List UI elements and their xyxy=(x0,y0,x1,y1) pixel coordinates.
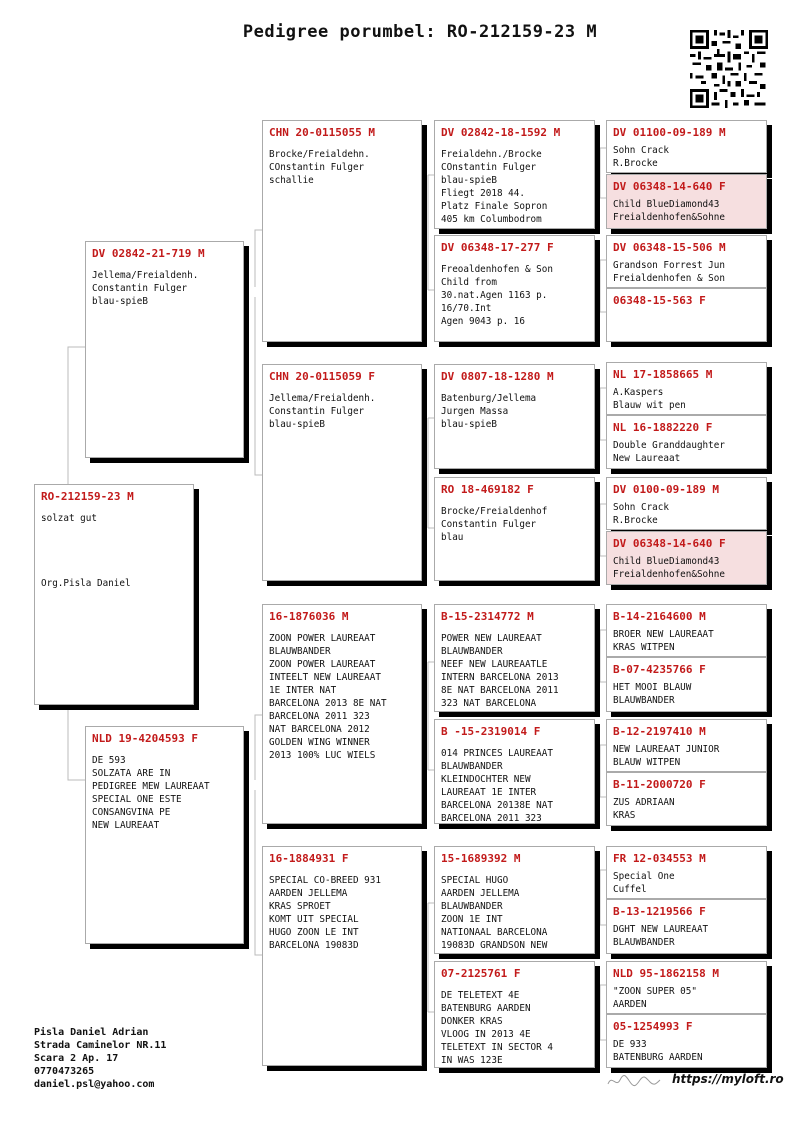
gen4-card xyxy=(606,120,767,173)
card-line: BROER NEW LAUREAAT xyxy=(613,629,714,640)
card-line: Freialdehn./Brocke xyxy=(441,149,542,160)
gen4-ring: 05-1254993 F xyxy=(613,1020,693,1033)
card-line: Platz Finale Sopron xyxy=(441,201,548,212)
card-line: 30.nat.Agen 1163 p. xyxy=(441,290,548,301)
card-line: "ZOON SUPER 05" xyxy=(613,986,697,997)
card-line: Jurgen Massa xyxy=(441,406,509,417)
card-line: Brocke/Freialdenhof xyxy=(441,506,548,517)
card-line: IN WAS 123E xyxy=(441,1055,503,1066)
card-line: BLAUWBANDER xyxy=(613,937,675,948)
grandparent-card xyxy=(262,364,422,581)
owner-email: daniel.psl@yahoo.com xyxy=(34,1079,155,1090)
card-line: ZOON POWER LAUREAAT xyxy=(269,659,376,670)
card-line: SOLZATA ARE IN xyxy=(92,768,171,779)
card-line: BLAUW WITPEN xyxy=(613,757,681,768)
card-line: 8E NAT BARCELONA 2011 xyxy=(441,685,559,696)
great-grandparent-card xyxy=(434,961,595,1068)
great-grandparent-ring: B-15-2314772 M xyxy=(441,610,534,623)
card-line: R.Brocke xyxy=(613,158,658,169)
page-title: Pedigree porumbel: RO-212159-23 M xyxy=(242,22,598,42)
card-line: TELETEXT IN SECTOR 4 xyxy=(441,1042,553,1053)
gen4-ring: DV 06348-14-640 F xyxy=(613,537,726,550)
card-line: 323 NAT BARCELONA xyxy=(441,698,537,709)
card-line: A.Kaspers xyxy=(613,387,664,398)
gen4-card xyxy=(606,235,767,288)
gen4-ring: B-12-2197410 M xyxy=(613,725,706,738)
card-line: BLAUWBANDER xyxy=(441,901,503,912)
gen4-card-highlighted xyxy=(606,174,767,229)
subject-pigeon-card xyxy=(34,484,194,705)
card-line: blau-spieB xyxy=(269,419,325,430)
great-grandparent-ring: 07-2125761 F xyxy=(441,967,521,980)
card-line: ZUS ADRIAAN xyxy=(613,797,675,808)
owner-line: Strada Caminelor NR.11 xyxy=(34,1040,167,1051)
great-grandparent-card xyxy=(434,477,595,581)
card-line: CONSANGVINA PE xyxy=(92,807,171,818)
card-line: Child BlueDiamond43 xyxy=(613,199,720,210)
great-grandparent-ring: DV 06348-17-277 F xyxy=(441,241,554,254)
grandparent-card xyxy=(262,604,422,824)
gen4-ring: B-14-2164600 M xyxy=(613,610,706,623)
card-line: Constantin Fulger xyxy=(92,283,188,294)
great-grandparent-ring: 15-1689392 M xyxy=(441,852,521,865)
great-grandparent-card xyxy=(434,235,595,342)
card-line: NEEF NEW LAUREAATLE xyxy=(441,659,548,670)
gen4-ring: DV 0100-09-189 M xyxy=(613,483,719,496)
gen4-card-highlighted xyxy=(606,531,767,585)
card-line: BARCELONA 20138E NAT xyxy=(441,800,553,811)
card-line: LAUREAAT 1E INTER xyxy=(441,787,537,798)
card-line: DE TELETEXT 4E xyxy=(441,990,520,1001)
card-line: BATENBURG AARDEN xyxy=(613,1052,703,1063)
gen4-card xyxy=(606,288,767,342)
grandparent-ring: CHN 20-0115059 F xyxy=(269,370,375,383)
card-line: Sohn Crack xyxy=(613,502,669,513)
great-grandparent-card xyxy=(434,846,595,954)
gen4-ring: NLD 95-1862158 M xyxy=(613,967,719,980)
card-line: Child from xyxy=(441,277,497,288)
card-line: KRAS WITPEN xyxy=(613,642,675,653)
card-line: AARDEN JELLEMA xyxy=(441,888,520,899)
card-line: COnstantin Fulger xyxy=(269,162,365,173)
gen4-card xyxy=(606,719,767,772)
card-line: 2013 100% LUC WIELS xyxy=(269,750,376,761)
subject-line: solzat gut xyxy=(41,513,97,524)
card-line: POWER NEW LAUREAAT xyxy=(441,633,542,644)
card-line: NEW LAUREAAT xyxy=(92,820,160,831)
card-line: Sohn Crack xyxy=(613,145,669,156)
card-line: PEDIGREE MEW LAUREAAT xyxy=(92,781,210,792)
website-link[interactable]: https://myloft.ro xyxy=(672,1072,784,1086)
card-line: INTERN BARCELONA 2013 xyxy=(441,672,559,683)
owner-info xyxy=(34,1026,166,1091)
card-line: KOMT UIT SPECIAL xyxy=(269,914,359,925)
sire-ring: DV 02842-21-719 M xyxy=(92,247,205,260)
card-line: DONKER KRAS xyxy=(441,1016,503,1027)
card-line: AARDEN xyxy=(613,999,647,1010)
card-line: DGHT NEW LAUREAAT xyxy=(613,924,709,935)
card-line: Freialdenhofen&Sohne xyxy=(613,569,725,580)
grandparent-ring: CHN 20-0115055 M xyxy=(269,126,375,139)
card-line: BARCELONA 2011 323 xyxy=(441,813,542,824)
card-line: Batenburg/Jellema xyxy=(441,393,537,404)
great-grandparent-ring: RO 18-469182 F xyxy=(441,483,534,496)
gen4-ring: B-11-2000720 F xyxy=(613,778,706,791)
card-line: SPECIAL HUGO xyxy=(441,875,509,886)
owner-line: Scara 2 Ap. 17 xyxy=(34,1053,119,1064)
card-line: BATENBURG AARDEN xyxy=(441,1003,531,1014)
gen4-card xyxy=(606,899,767,954)
card-line: SPECIAL ONE ESTE xyxy=(92,794,182,805)
gen4-ring: DV 06348-15-506 M xyxy=(613,241,726,254)
gen4-card xyxy=(606,657,767,712)
gen4-ring: B-13-1219566 F xyxy=(613,905,706,918)
card-line: Grandson Forrest Jun xyxy=(613,260,725,271)
card-line: Brocke/Freialdehn. xyxy=(269,149,370,160)
card-line: BLAUWBANDER xyxy=(613,695,675,706)
card-line: Double Granddaughter xyxy=(613,440,725,451)
card-line: BARCELONA 19083D xyxy=(269,940,359,951)
gen4-card xyxy=(606,415,767,469)
card-line: DE 593 xyxy=(92,755,126,766)
gen4-ring: FR 12-034553 M xyxy=(613,852,706,865)
card-line: 1E INTER NAT xyxy=(269,685,337,696)
card-line: schallie xyxy=(269,175,314,186)
card-line: GOLDEN WING WINNER xyxy=(269,737,370,748)
grandparent-ring: 16-1884931 F xyxy=(269,852,349,865)
card-line: Constantin Fulger xyxy=(441,519,537,530)
card-line: INTEELT NEW LAUREAAT xyxy=(269,672,381,683)
card-line: 014 PRINCES LAUREAAT xyxy=(441,748,553,759)
card-line: Freialdenhofen & Son xyxy=(613,273,725,284)
grandparent-card xyxy=(262,120,422,342)
subject-ring: RO-212159-23 M xyxy=(41,490,134,503)
card-line: ZOON 1E INT xyxy=(441,914,503,925)
card-line: blau-spieB xyxy=(441,175,497,186)
card-line: KLEINDOCHTER NEW xyxy=(441,774,531,785)
sire-card xyxy=(85,241,244,458)
grandparent-ring: 16-1876036 M xyxy=(269,610,349,623)
card-line: Freoaldenhofen & Son xyxy=(441,264,553,275)
subject-line: Org.Pisla Daniel xyxy=(41,578,131,589)
card-line: New Laureaat xyxy=(613,453,681,464)
card-line: HET MOOI BLAUW xyxy=(613,682,692,693)
card-line: NEW LAUREAAT JUNIOR xyxy=(613,744,720,755)
card-line: BLAUWBANDER xyxy=(269,646,331,657)
card-line: Special One xyxy=(613,871,675,882)
card-line: 16/70.Int xyxy=(441,303,492,314)
gen4-card xyxy=(606,604,767,657)
card-line: Constantin Fulger xyxy=(269,406,365,417)
gen4-card xyxy=(606,1014,767,1068)
card-line: Fliegt 2018 44. xyxy=(441,188,525,199)
great-grandparent-card xyxy=(434,604,595,712)
gen4-ring: NL 16-1882220 F xyxy=(613,421,713,434)
card-line: Jellema/Freialdenh. xyxy=(92,270,199,281)
great-grandparent-card xyxy=(434,120,595,229)
card-line: R.Brocke xyxy=(613,515,658,526)
card-line: SPECIAL CO-BREED 931 xyxy=(269,875,381,886)
card-line: BLAUWBANDER xyxy=(441,761,503,772)
gen4-card xyxy=(606,846,767,899)
gen4-card xyxy=(606,362,767,415)
card-line: 19083D GRANDSON NEW xyxy=(441,940,548,951)
card-line: Child BlueDiamond43 xyxy=(613,556,720,567)
card-line: ZOON POWER LAUREAAT xyxy=(269,633,376,644)
card-line: NAT BARCELONA 2012 xyxy=(269,724,370,735)
card-line: blau-spieB xyxy=(92,296,148,307)
gen4-ring: 06348-15-563 F xyxy=(613,294,706,307)
dam-ring: NLD 19-4204593 F xyxy=(92,732,198,745)
card-line: KRAS SPROET xyxy=(269,901,331,912)
great-grandparent-ring: DV 02842-18-1592 M xyxy=(441,126,561,139)
card-line: BARCELONA 2011 323 xyxy=(269,711,370,722)
gen4-card xyxy=(606,477,767,530)
card-line: KRAS xyxy=(613,810,636,821)
signature-icon xyxy=(606,1072,662,1090)
card-line: VLOOG IN 2013 4E xyxy=(441,1029,531,1040)
card-line: NATIONAAL BARCELONA xyxy=(441,927,548,938)
gen4-ring: NL 17-1858665 M xyxy=(613,368,713,381)
card-line: 405 km Columbodrom xyxy=(441,214,542,225)
card-line: Agen 9043 p. 16 xyxy=(441,316,525,327)
card-line: blau xyxy=(441,532,464,543)
card-line: HUGO ZOON LE INT xyxy=(269,927,359,938)
great-grandparent-card xyxy=(434,364,595,469)
card-line: DE 933 xyxy=(613,1039,647,1050)
gen4-card xyxy=(606,961,767,1014)
card-line: Cuffel xyxy=(613,884,647,895)
card-line: COnstantin Fulger xyxy=(441,162,537,173)
great-grandparent-card xyxy=(434,719,595,824)
card-line: AARDEN JELLEMA xyxy=(269,888,348,899)
card-line: BARCELONA 2013 8E NAT xyxy=(269,698,387,709)
gen4-ring: B-07-4235766 F xyxy=(613,663,706,676)
great-grandparent-ring: B -15-2319014 F xyxy=(441,725,541,738)
card-line: BLAUWBANDER xyxy=(441,646,503,657)
owner-line: Pisla Daniel Adrian xyxy=(34,1027,149,1038)
card-line: blau-spieB xyxy=(441,419,497,430)
owner-phone: 0770473265 xyxy=(34,1066,95,1077)
gen4-ring: DV 01100-09-189 M xyxy=(613,126,726,139)
card-line: Freialdenhofen&Sohne xyxy=(613,212,725,223)
card-line: Jellema/Freialdenh. xyxy=(269,393,376,404)
great-grandparent-ring: DV 0807-18-1280 M xyxy=(441,370,554,383)
dam-card xyxy=(85,726,244,944)
card-line: Blauw wit pen xyxy=(613,400,686,411)
gen4-ring: DV 06348-14-640 F xyxy=(613,180,726,193)
gen4-card xyxy=(606,772,767,826)
grandparent-card xyxy=(262,846,422,1066)
